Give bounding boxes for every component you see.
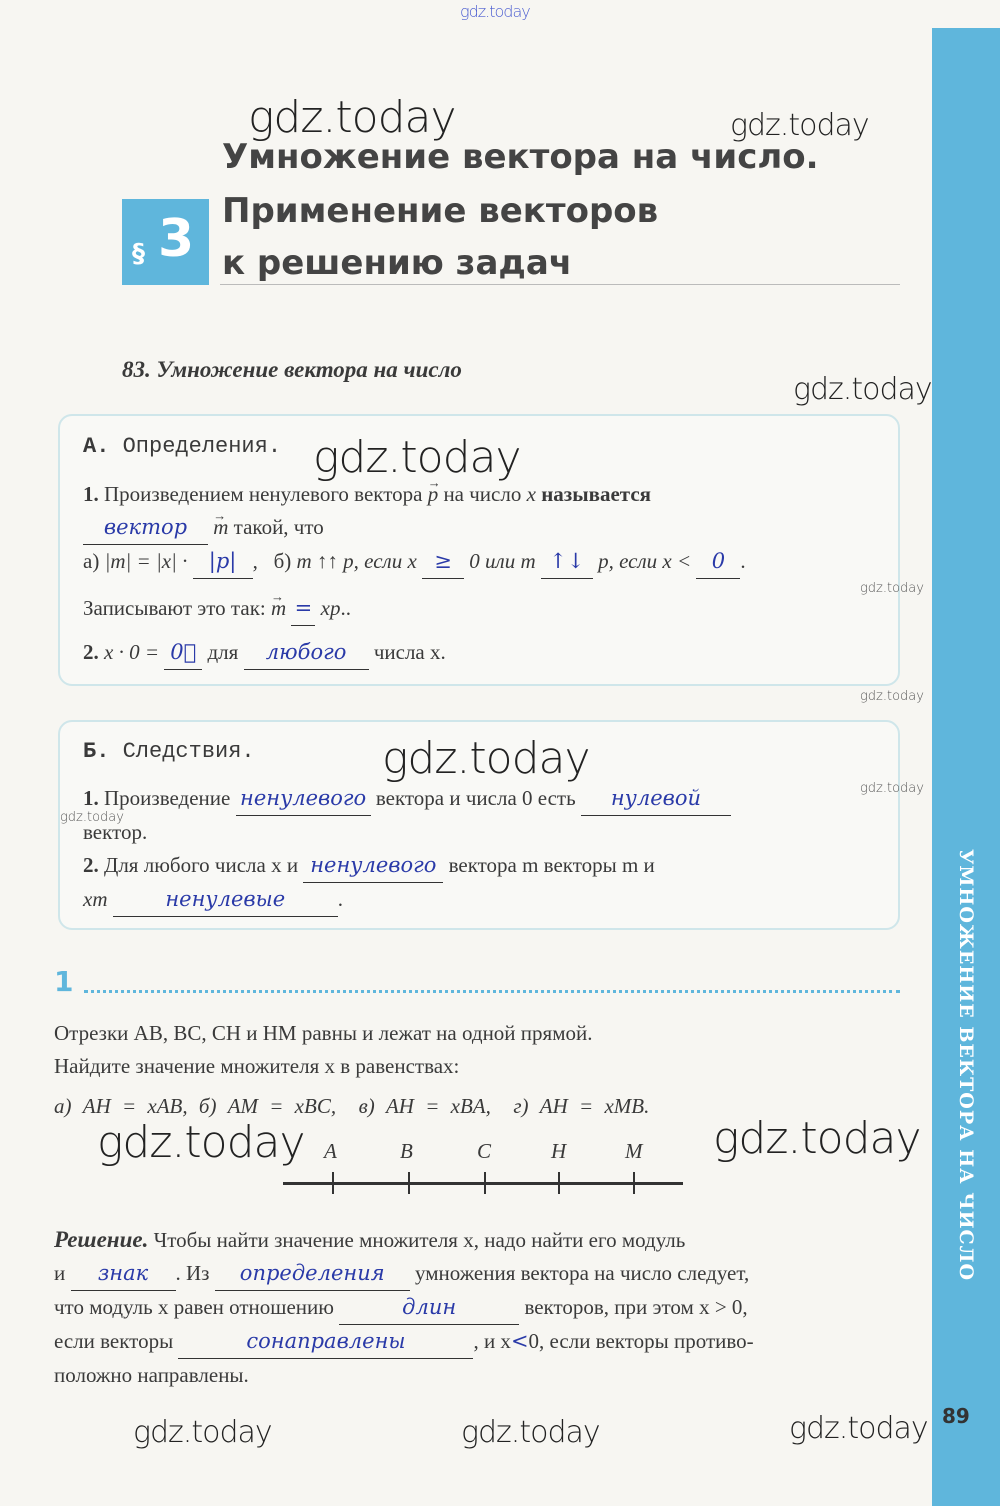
answer-field[interactable]: вектор — [83, 511, 208, 545]
point-label: H — [551, 1139, 567, 1163]
point-label: B — [400, 1139, 413, 1163]
number-line — [283, 1182, 683, 1185]
point-label: C — [477, 1139, 492, 1163]
definitions-heading: А. Определения. — [83, 434, 282, 459]
divider — [220, 284, 900, 285]
answer-field[interactable]: ≥ — [422, 545, 464, 579]
answer-field[interactable]: ненулевого — [236, 782, 371, 816]
consequence-1: 1. Произведение ненулевого вектора и числа 0 есть нулевой вектор. — [83, 782, 873, 849]
task-number: 1 — [54, 965, 74, 998]
answer-field[interactable]: 0⃗ — [164, 636, 202, 670]
task-divider — [84, 990, 900, 993]
chapter-badge: § 3 — [122, 199, 209, 285]
point-label: A — [324, 1139, 337, 1163]
side-tab — [932, 28, 1000, 1506]
answer-field[interactable]: любого — [244, 636, 369, 670]
watermark: gdz.today — [789, 1411, 928, 1446]
tick — [633, 1172, 635, 1194]
definition-1-line3: а) |m| = |x| · |p| , б) m ↑↑ p, если x ≥ 0 или m ↑↓ p, если x < 0 . — [83, 545, 746, 579]
definition-1-line2: вектор → m такой, что — [83, 511, 324, 545]
side-tab-label: УМНОЖЕНИЕ ВЕКТОРА НА ЧИСЛО — [955, 848, 977, 1282]
chapter-title-line: Применение векторов — [222, 191, 659, 231]
consequences-heading: Б. Следствия. — [83, 739, 255, 764]
answer-field[interactable]: знак — [71, 1257, 176, 1291]
definition-1-notation: Записывают это так: → m = xp.. — [83, 592, 351, 626]
answer-field[interactable]: длин — [339, 1291, 519, 1325]
watermark: gdz.today — [461, 1415, 600, 1450]
chapter-title-line: Умножение вектора на число. — [222, 137, 819, 177]
tick — [484, 1172, 486, 1194]
consequence-2: 2. Для любого числа x и ненулевого вектора m векторы m и xm ненулевые . — [83, 849, 873, 917]
watermark: gdz.today — [793, 372, 932, 407]
watermark: gdz.today — [133, 1415, 272, 1450]
watermark: gdz.today — [860, 581, 924, 596]
page-number: 89 — [942, 1404, 970, 1428]
task-text: Отрезки AB, BC, CH и HM равны и лежат на одной прямой. — [54, 1021, 593, 1045]
watermark: gdz.today — [713, 1113, 921, 1164]
watermark: gdz.today — [730, 108, 869, 143]
tick — [332, 1172, 334, 1194]
watermark: gdz.today — [313, 432, 521, 483]
task-equations: а) AH = xAB, б) AM = xBC, в) AH = xBA, г) AH = xMB. — [54, 1094, 650, 1118]
answer-field[interactable]: нулевой — [581, 782, 731, 816]
answer-field[interactable]: сонаправлены — [178, 1325, 473, 1359]
tick — [408, 1172, 410, 1194]
watermark: gdz.today — [860, 781, 924, 796]
answer-field[interactable]: 0 — [696, 545, 740, 579]
answer-field[interactable]: = — [291, 592, 315, 626]
definition-2: 2. x · 0 = 0⃗ для любого числа x. — [83, 636, 446, 670]
subsection-title: 83. Умножение вектора на число — [122, 357, 462, 382]
answer-field[interactable]: определения — [215, 1257, 410, 1291]
watermark: gdz.today — [248, 92, 456, 143]
answer-field[interactable]: < — [510, 1329, 529, 1353]
point-label: M — [625, 1139, 643, 1163]
solution: Решение. Чтобы найти значение множителя x, надо найти его модуль и знак . Из определения умножения вектора на число следует, что модуль x равен отношению длин векторов, при этом x > 0, если векторы сонаправлены , и x<0, если векторы противо- положно направлены. — [54, 1227, 754, 1387]
watermark: gdz.today — [60, 810, 124, 825]
watermark: gdz.today — [97, 1117, 305, 1168]
watermark: gdz.today — [460, 2, 530, 21]
answer-field[interactable]: ↑↓ — [541, 545, 593, 579]
watermark: gdz.today — [382, 733, 590, 784]
chapter-title-line: к решению задач — [222, 243, 573, 283]
watermark: gdz.today — [860, 689, 924, 704]
task-text: Найдите значение множителя x в равенствах: — [54, 1054, 460, 1078]
answer-field[interactable]: ненулевые — [113, 883, 338, 917]
answer-field[interactable]: ненулевого — [303, 849, 443, 883]
tick — [558, 1172, 560, 1194]
answer-field[interactable]: |p| — [193, 545, 253, 579]
definition-1: 1. Произведением ненулевого вектора → p на число x называется — [83, 478, 873, 511]
